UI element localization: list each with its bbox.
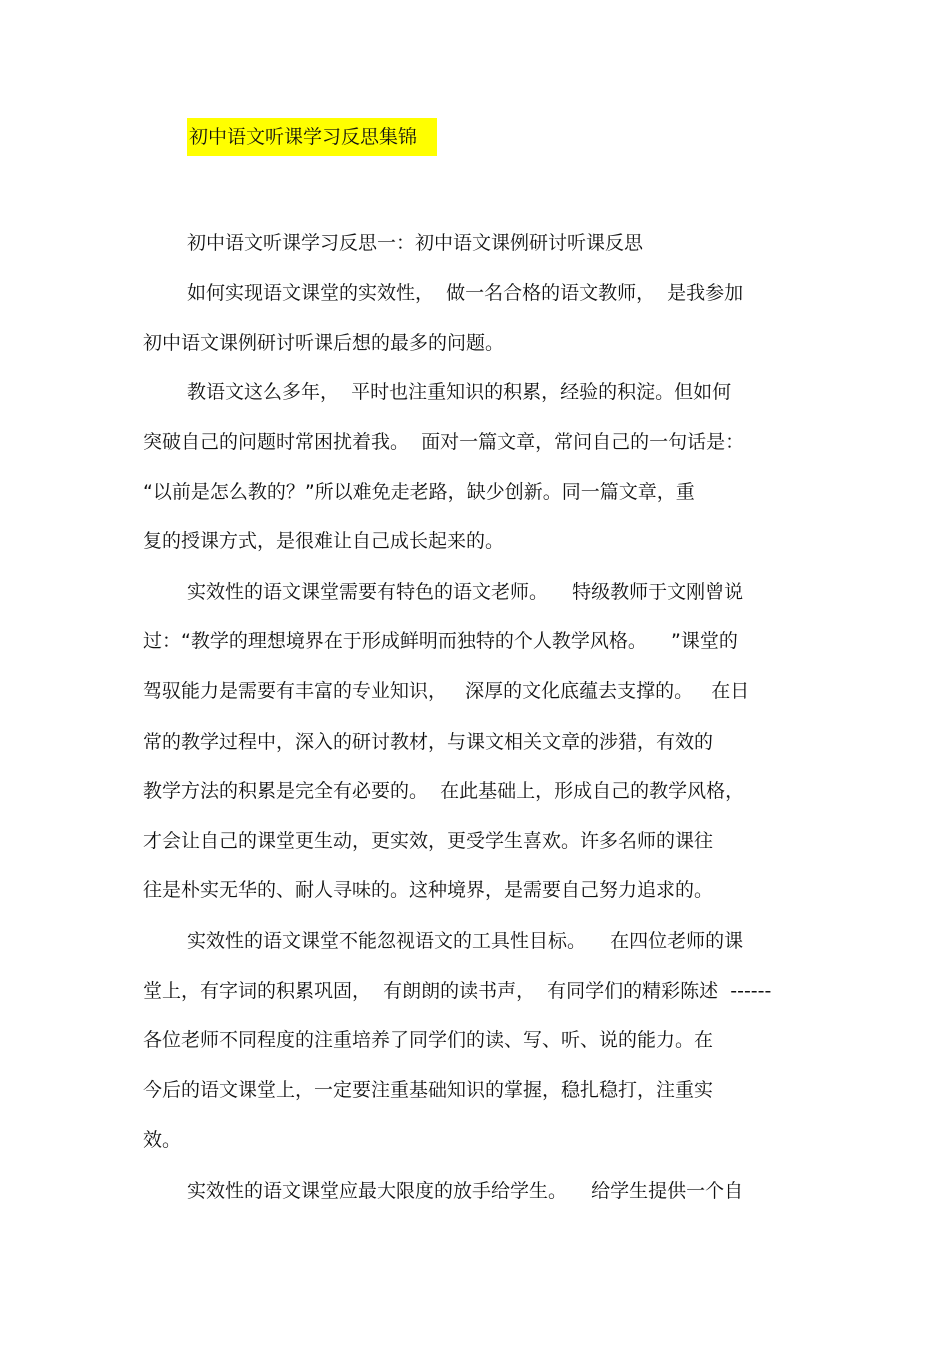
text-line: 实效性的语文课堂应最大限度的放手给学生。 给学生提供一个自: [187, 1180, 744, 1202]
text-line: 效。: [143, 1129, 182, 1151]
text-line: 常的教学过程中，深入的研讨教材，与课文相关文章的涉猎，有效的: [143, 731, 714, 753]
text-line: 实效性的语文课堂不能忽视语文的工具性目标。 在四位老师的课: [187, 930, 744, 952]
text-line: 教学方法的积累是完全有必要的。 在此基础上，形成自己的教学风格，: [143, 780, 745, 802]
text-line: 堂上，有字词的积累巩固， 有朗朗的读书声， 有同学们的精彩陈述 ------: [143, 980, 772, 1002]
section-heading: 初中语文听课学习反思一：初中语文课例研讨听课反思: [187, 232, 644, 254]
text-line: 驾驭能力是需要有丰富的专业知识， 深厚的文化底蕴去支撑的。 在日: [143, 680, 750, 702]
text-line: 往是朴实无华的、耐人寻味的。这种境界，是需要自己努力追求的。: [143, 879, 714, 901]
text-line: 各位老师不同程度的注重培养了同学们的读、写、听、说的能力。在: [143, 1029, 714, 1051]
text-line: 如何实现语文课堂的实效性， 做一名合格的语文教师， 是我参加: [187, 282, 744, 304]
text-line: “以前是怎么教的？”所以难免走老路，缺少创新。同一篇文章，重: [143, 481, 695, 503]
text-line: 今后的语文课堂上，一定要注重基础知识的掌握，稳扎稳打，注重实: [143, 1079, 714, 1101]
text-line: 才会让自己的课堂更生动，更实效，更受学生喜欢。许多名师的课往: [143, 830, 714, 852]
text-line: 突破自己的问题时常困扰着我。 面对一篇文章，常问自己的一句话是：: [143, 431, 745, 453]
document-title: 初中语文听课学习反思集锦: [187, 118, 437, 156]
text-line: 初中语文课例研讨听课后想的最多的问题。: [143, 332, 505, 354]
text-line: 复的授课方式，是很难让自己成长起来的。: [143, 530, 505, 552]
text-line: 教语文这么多年， 平时也注重知识的积累，经验的积淀。但如何: [187, 381, 732, 403]
text-line: 实效性的语文课堂需要有特色的语文老师。 特级教师于文刚曾说: [187, 581, 744, 603]
text-line: 过：“教学的理想境界在于形成鲜明而独特的个人教学风格。 ”课堂的: [143, 630, 738, 652]
